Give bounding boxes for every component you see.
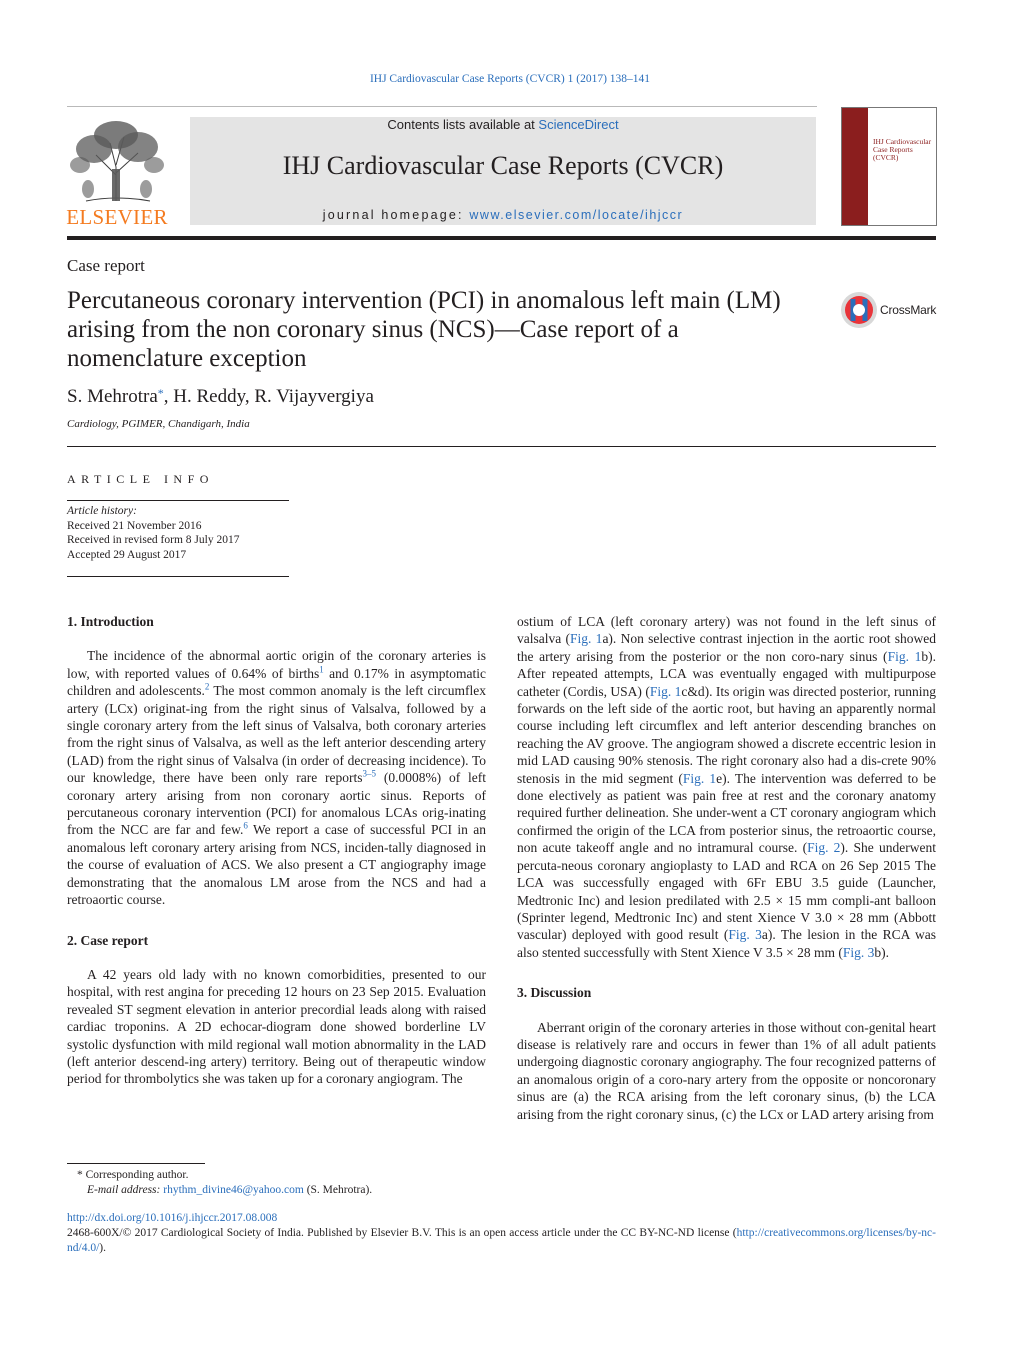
fig-1a-link[interactable]: Fig. 1 xyxy=(570,631,603,647)
intro-paragraph: The incidence of the abnormal aortic origin of the coronary arteries is low, with reported values of 0.64% of births$^1$ and 0.17% in asymptomatic children and adolescents.$^2$ The most common anomaly is the left circumflex artery (LCx) originat-ing from the right sinus of Valsalva, followed by a single coronary artery from the left sinus of Valsalva, both coronary arteries from the right sinus of Valsalva, as well as the left anterior descending artery (LAD) from the right sinus of Valsalva (in order of decreasing incidence). To our knowledge, there have been only rare reports$^{3-5}$ (0.0008%) of left coronary artery arising from non coronary aortic sinus. Reports of percutaneous coronary intervention (PCI) for anomalous LCAs orig-inating from the NCC are far and few.$^6$ We report a case of successful PCI in an anomalous left coronary artery arising from NCS, inciden-tally diagnosed in the course of evaluation of ACS. We also present a CT angiography image demonstrating that the anomalous LM arose from the NCS and had a retroaortic course. xyxy=(67,648,487,908)
history-label: Article history: xyxy=(67,505,137,517)
case-paragraph-start: A 42 years old lady with no known comorbidities, presented to our hospital, with rest angina for preceding 12 hours on 23 Sep 2015. Evaluation revealed ST segment elevation in anterior precordial leads along with raised cardiac troponins. A 2D echocar-diogram done showed borderline LV systolic dysfunction with mild regional wall motion abnormality in the LAD (left anterior descend-ing artery) territory. Being out of therapeutic window period for thrombolytics she was taken up for a coronary angiogram. The xyxy=(67,966,486,1087)
discussion-heading: 3. Discussion xyxy=(517,985,592,1001)
corresponding-footnote xyxy=(67,1168,372,1197)
fig-3a-link[interactable]: Fig. 3 xyxy=(728,927,762,943)
crossmark-label[interactable]: CrossMark xyxy=(880,303,937,317)
affiliation-rule xyxy=(67,446,936,447)
corresponding-star[interactable]: * xyxy=(157,386,164,400)
journal-cover-thumbnail xyxy=(841,107,937,226)
license-statement: 2468-600X/© 2017 Cardiological Society of India. Published by Elsevier B.V. This is an open access article under the CC BY-NC-ND license (http://creativecommons.org/licenses/by-nc-nd/4.0/). xyxy=(67,1227,936,1254)
homepage-link[interactable]: www.elsevier.com/locate/ihjccr xyxy=(469,208,684,222)
journal-homepage xyxy=(190,208,816,222)
license-link[interactable]: http://creativecommons.org/licenses/by-nc-nd/4.0/ xyxy=(67,1227,936,1254)
article-info-rule-top xyxy=(67,500,289,501)
accepted-date: Accepted 29 August 2017 xyxy=(67,548,187,561)
left-column xyxy=(67,613,486,1088)
intro-heading: 1. Introduction xyxy=(67,614,154,629)
article-info-heading: ARTICLE INFO xyxy=(67,472,214,486)
article-title: Percutaneous coronary intervention (PCI) in anomalous left main (LM) arising from the non coronary sinus (NCS)—Case report of a nomenclature exception xyxy=(67,287,781,372)
fig-1cd-link[interactable]: Fig. 1 xyxy=(649,683,682,699)
email-suffix: (S. Mehrotra). xyxy=(303,1183,373,1196)
ref-1[interactable]: 1 xyxy=(319,664,324,675)
received-date: Received 21 November 2016 xyxy=(67,519,202,532)
sciencedirect-link[interactable]: ScienceDirect xyxy=(538,117,619,132)
first-author[interactable]: S. Mehrotra xyxy=(67,386,158,407)
email-label: E-mail address: xyxy=(87,1183,164,1196)
contents-prefix: Contents lists available at xyxy=(387,117,539,132)
author-email-link[interactable]: rhythm_divine46@yahoo.com xyxy=(163,1183,304,1196)
discussion-paragraph: Aberrant origin of the coronary arteries in those without con-genital heart disease is relatively rare and occurs in fewer than 1% of all adult patients undergoing diagnostic coronary angiography. The four recognized patterns of an anomalous origin of a coro-nary artery from the opposite or noncoronary sinus are (a) the RCA arising from the left coronary sinus, (b) the LCA arising from the right coronary sinus, (c) the LCx or LAD artery arising from xyxy=(517,1019,936,1122)
article-type: Case report xyxy=(67,256,145,275)
cover-strip xyxy=(842,108,868,225)
revised-date: Received in revised form 8 July 2017 xyxy=(67,534,240,546)
article-info-rule-bottom xyxy=(67,576,289,577)
right-column xyxy=(517,613,936,1123)
homepage-prefix: journal homepage: xyxy=(322,208,470,222)
author-list xyxy=(67,386,374,408)
corresponding-label: Corresponding author. xyxy=(82,1169,189,1181)
footnote-rule xyxy=(67,1163,205,1164)
case-report-heading: 2. Case report xyxy=(67,932,149,948)
fig-1e-link[interactable]: Fig. 1 xyxy=(682,770,717,786)
affiliation: Cardiology, PGIMER, Chandigarh, India xyxy=(67,418,250,430)
fig-3b-link[interactable]: Fig. 3 xyxy=(842,944,875,960)
journal-reference[interactable]: IHJ Cardiovascular Case Reports (CVCR) 1 (2017) 138–141 xyxy=(369,73,651,85)
fig-2-link[interactable]: Fig. 2 xyxy=(807,840,841,856)
contents-line xyxy=(190,117,816,132)
other-authors: , H. Reddy, R. Vijayvergiya xyxy=(163,386,374,407)
ref-6[interactable]: 6 xyxy=(243,820,248,831)
fig-1b-link[interactable]: Fig. 1 xyxy=(887,648,922,664)
ref-2[interactable]: 2 xyxy=(204,681,210,692)
journal-title: IHJ Cardiovascular Case Reports (CVCR) xyxy=(282,151,724,180)
header-thick-rule xyxy=(67,236,936,240)
case-paragraph-continued: ostium of LCA (left coronary artery) was not found in the left sinus of valsalva (Fig. 1a). Non selective contrast injection in the aortic root showed the artery arising from the posterior or the non coro-nary sinus (Fig. 1b). After repeated attempts, LCA was eventually engaged with multipurpose catheter (Cordis, USA) (Fig. 1c&d). Its origin was directed posterior, running forwards on the left side of the aortic root, but having an apparently normal course including left circumflex and left anterior descending branches on reaching the AV groove. The angiogram showed a discrete eccentric lesion in mid LAD causing 90% stenosis. The right coronary also had a dis-crete 90% stenosis in the mid segment (Fig. 1e). The intervention was deferred to be done electively as patient was pain free at rest and the coronary anatomy required further delineation. She under-went a CT coronary angiogram which confirmed the origin of the LCA from posterior sinus, the retroaortic course, non acute takeoff angle and no intramural course. (Fig. 2). She underwent percuta-neous coronary angioplasty to LAD and RCA on 26 Sep 2015 The LCA was successfully engaged with 6Fr EBU 3.5 guide (Launcher, Medtronic Inc) and lesion predilated with 2.5 × 15 mm compli-ant balloon (Sprinter legend, Medtronic Inc) and stent Xience V 3.0 × 28 mm (Abbott vascular) deployed with good result (Fig. 3a). The lesion in the RCA was also stented successfully with Stent Xience V 3.5 × 28 mm (Fig. 3b). xyxy=(517,614,937,960)
doi-link[interactable]: http://dx.doi.org/10.1016/j.ihjccr.2017.08.008 xyxy=(67,1212,278,1224)
ref-3-5[interactable]: 3–5 xyxy=(362,768,377,779)
publisher-logo-text: ELSEVIER xyxy=(66,205,168,229)
article-history xyxy=(67,504,239,562)
footnote-star: * xyxy=(77,1169,83,1181)
cover-title: IHJ Cardiovascular Case Reports (CVCR) xyxy=(873,137,932,162)
header-top-rule xyxy=(67,106,817,107)
